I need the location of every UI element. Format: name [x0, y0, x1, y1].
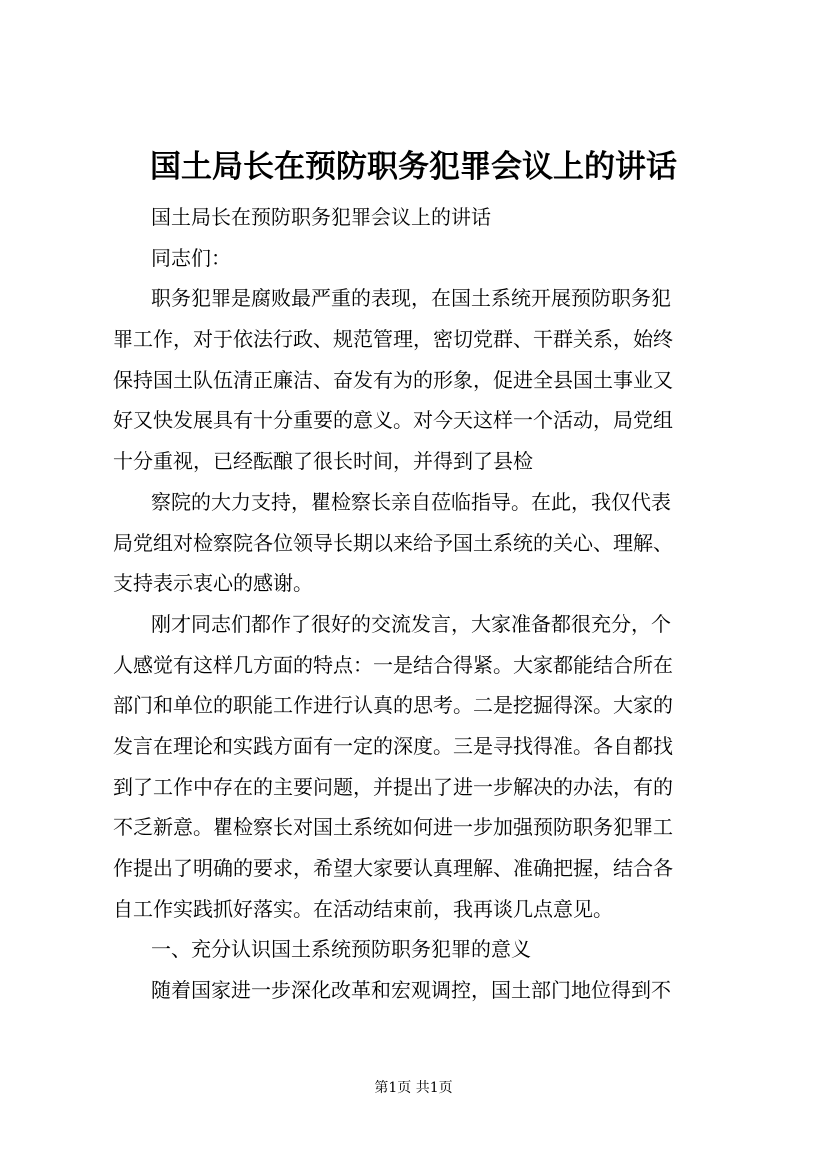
- page-number-footer: 第1页 共1页: [374, 1080, 453, 1096]
- salutation-line: 同志们：: [151, 245, 231, 270]
- paragraph-line: 罪工作，对于依法行政、规范管理，密切党群、干群关系，始终: [113, 327, 673, 352]
- paragraph-line: 局党组对检察院各位领导长期以来给予国土系统的关心、理解、: [113, 530, 673, 555]
- section-heading: 一、充分认识国土系统预防职务犯罪的意义: [151, 937, 531, 962]
- paragraph-line: 自工作实践抓好落实。在活动结束前，我再谈几点意见。: [113, 896, 613, 921]
- paragraph-line: 十分重视，已经酝酿了很长时间，并得到了县检: [113, 449, 533, 474]
- paragraph-line: 人感觉有这样几方面的特点：一是结合得紧。大家都能结合所在: [113, 652, 673, 677]
- paragraph-line: 随着国家进一步深化改革和宏观调控，国土部门地位得到不: [151, 978, 671, 1003]
- paragraph-line: 支持表示衷心的感谢。: [113, 571, 313, 596]
- paragraph-line: 发言在理论和实践方面有一定的深度。三是寻找得准。各自都找: [113, 733, 673, 758]
- paragraph-line: 职务犯罪是腐败最严重的表现，在国土系统开展预防职务犯: [151, 286, 671, 311]
- paragraph-line: 好又快发展具有十分重要的意义。对今天这样一个活动，局党组: [113, 408, 673, 433]
- paragraph-line: 部门和单位的职能工作进行认真的思考。二是挖掘得深。大家的: [113, 693, 673, 718]
- paragraph-line: 到了工作中存在的主要问题，并提出了进一步解决的办法，有的: [113, 774, 673, 799]
- paragraph-line: 察院的大力支持，瞿检察长亲自莅临指导。在此，我仅代表: [151, 489, 671, 514]
- paragraph-line: 刚才同志们都作了很好的交流发言，大家准备都很充分，个: [151, 611, 671, 636]
- paragraph-line: 保持国土队伍清正廉洁、奋发有为的形象，促进全县国土事业又: [113, 367, 673, 392]
- page-title: 国土局长在预防职务犯罪会议上的讲话: [150, 149, 677, 185]
- paragraph-line: 作提出了明确的要求，希望大家要认真理解、准确把握，结合各: [113, 856, 673, 880]
- document-body: [113, 197, 723, 1011]
- paragraph-line: 不乏新意。瞿检察长对国土系统如何进一步加强预防职务犯罪工: [113, 815, 673, 840]
- subtitle-line: 国土局长在预防职务犯罪会议上的讲话: [151, 205, 491, 229]
